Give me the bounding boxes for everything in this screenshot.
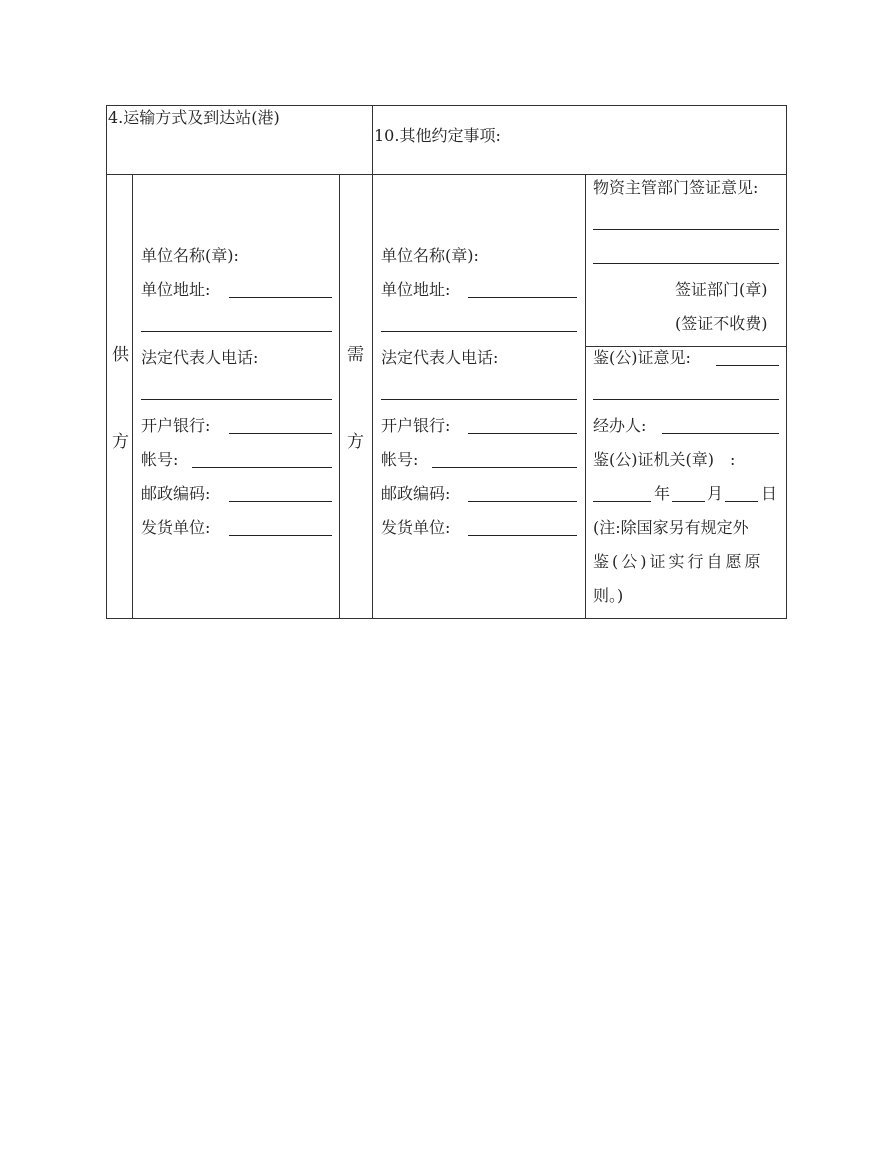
supplier-unit-name-label: 单位名称(章):	[141, 246, 239, 265]
supplier-bank-label: 开户银行:	[141, 416, 211, 435]
buyer-shipping-unit-label: 发货单位:	[381, 518, 451, 537]
notary-month-label: 月	[707, 484, 724, 503]
supplier-label-divider	[132, 174, 133, 619]
buyer-side-char-1: 需	[347, 345, 364, 365]
table-left-border	[106, 105, 107, 619]
buyer-legal-rep-phone-label: 法定代表人电话:	[381, 348, 499, 367]
table-bottom-border	[106, 618, 787, 619]
buyer-bank-line[interactable]	[468, 433, 577, 434]
authority-no-fee-label: (签证不收费)	[675, 314, 768, 333]
notary-opinion-label: 鉴(公)证意见:	[593, 348, 691, 367]
table-right-border	[786, 105, 787, 619]
supplier-unit-address-line[interactable]	[229, 297, 332, 298]
supplier-side-char-1: 供	[112, 345, 129, 365]
buyer-postcode-line[interactable]	[468, 501, 577, 502]
authority-dept-seal-label: 签证部门(章)	[675, 280, 768, 299]
buyer-phone-line[interactable]	[381, 399, 577, 400]
supplier-bank-line[interactable]	[229, 433, 332, 434]
supplier-address-line-2[interactable]	[141, 331, 332, 332]
supplier-shipping-unit-label: 发货单位:	[141, 518, 211, 537]
buyer-unit-address-line[interactable]	[468, 297, 577, 298]
buyer-address-line-2[interactable]	[381, 331, 577, 332]
notary-year-label: 年	[654, 484, 671, 503]
buyer-label-left-divider	[339, 174, 340, 619]
buyer-side-char-2: 方	[347, 432, 364, 452]
notary-month-line[interactable]	[672, 501, 705, 502]
notary-office-seal-label: 鉴(公)证机关(章) :	[593, 450, 736, 469]
middle-divider	[372, 105, 373, 619]
notary-note-line-3: 则。)	[593, 586, 624, 605]
supplier-account-label: 帐号:	[141, 450, 179, 469]
transport-method-label: 4.运输方式及到达站(港)	[108, 108, 280, 127]
table-top-border	[106, 105, 787, 106]
supplier-legal-rep-phone-label: 法定代表人电话:	[141, 348, 259, 367]
row-divider	[106, 174, 787, 175]
buyer-account-label: 帐号:	[381, 450, 419, 469]
notary-opinion-line-1[interactable]	[716, 365, 779, 366]
supplier-account-line[interactable]	[192, 467, 332, 468]
buyer-bank-label: 开户银行:	[381, 416, 451, 435]
supplier-side-char-2: 方	[112, 432, 129, 452]
other-matters-label: 10.其他约定事项:	[374, 126, 501, 145]
notary-note-line-2: 鉴(公)证实行自愿原	[593, 552, 764, 571]
buyer-shipping-unit-line[interactable]	[468, 535, 577, 536]
buyer-unit-address-label: 单位地址:	[381, 280, 451, 299]
authority-notary-divider	[585, 346, 787, 347]
notary-handler-label: 经办人:	[593, 416, 647, 435]
buyer-postcode-label: 邮政编码:	[381, 484, 451, 503]
authority-column-divider	[585, 174, 586, 619]
notary-day-label: 日	[761, 484, 778, 503]
supplier-postcode-label: 邮政编码:	[141, 484, 211, 503]
notary-handler-line[interactable]	[662, 433, 779, 434]
supplier-phone-line[interactable]	[141, 399, 332, 400]
authority-opinion-line-1[interactable]	[593, 229, 779, 230]
supplier-postcode-line[interactable]	[229, 501, 332, 502]
notary-note-line-1: (注:除国家另有规定外	[593, 518, 749, 537]
buyer-unit-name-label: 单位名称(章):	[381, 246, 479, 265]
authority-opinion-line-2[interactable]	[593, 263, 779, 264]
notary-day-line[interactable]	[725, 501, 758, 502]
buyer-account-line[interactable]	[432, 467, 577, 468]
supplier-unit-address-label: 单位地址:	[141, 280, 211, 299]
notary-opinion-line-2[interactable]	[593, 399, 779, 400]
notary-year-line[interactable]	[593, 501, 651, 502]
supplier-shipping-unit-line[interactable]	[229, 535, 332, 536]
authority-opinion-label: 物资主管部门签证意见:	[593, 178, 759, 197]
